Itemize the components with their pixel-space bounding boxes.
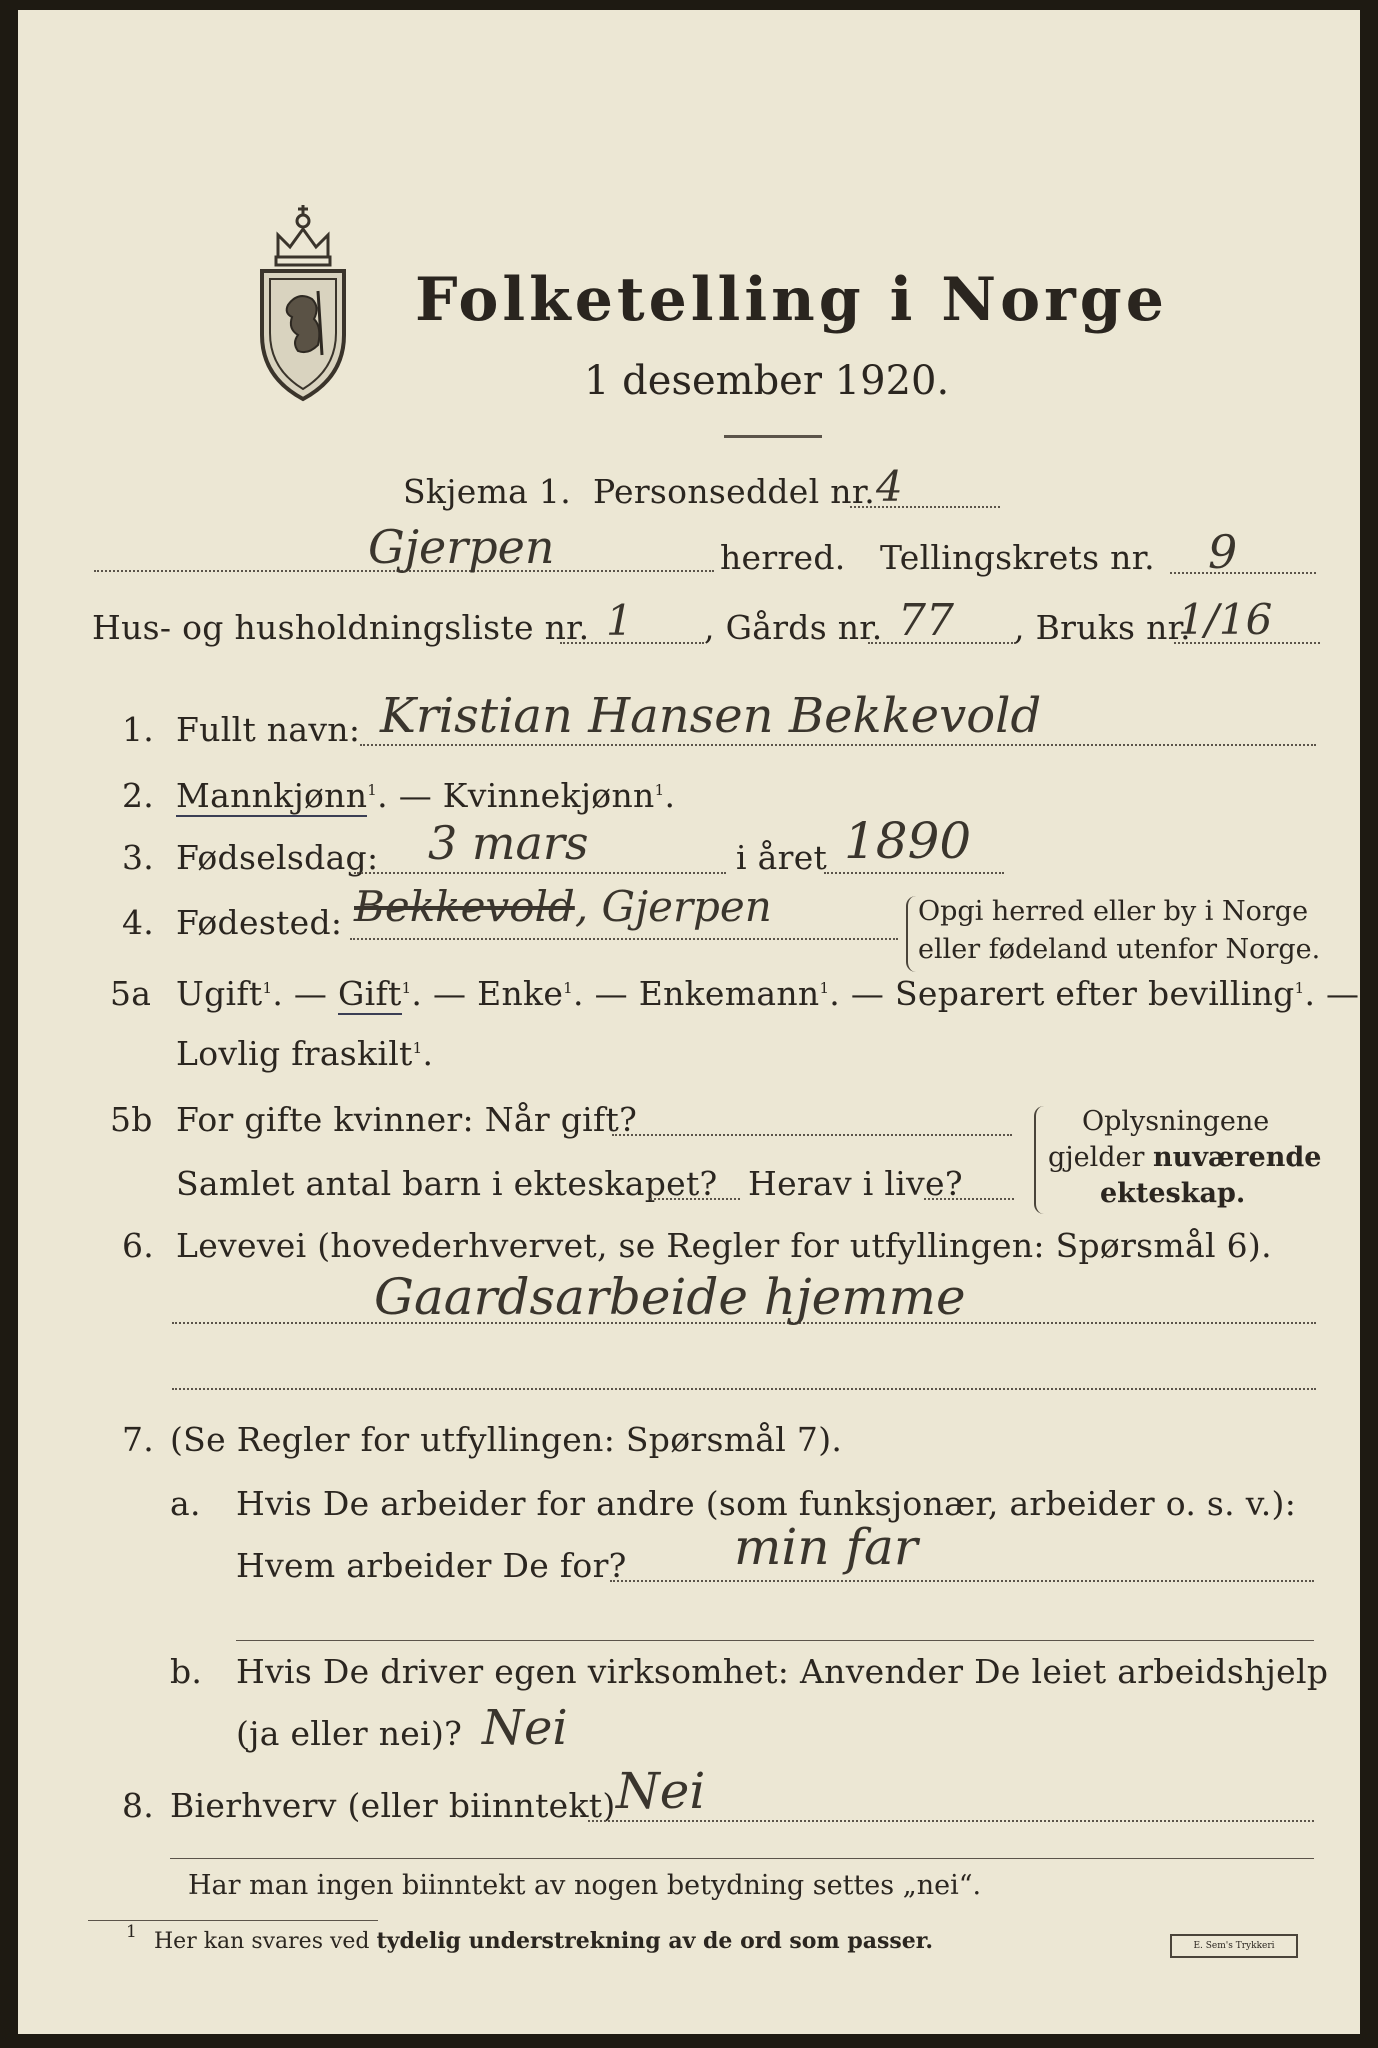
q3-year-field-line — [824, 872, 1004, 874]
q6-occupation-value: Gaardsarbeide hjemme — [374, 1268, 966, 1326]
q5b-note-line2 — [1048, 1142, 1321, 1173]
q1-label: Fullt navn: — [176, 710, 361, 749]
q5a-sup-6: 1 — [412, 1039, 423, 1057]
printer-stamp: E. Sem's Trykkeri — [1170, 1934, 1298, 1958]
q5a-sup-5: 1 — [1294, 979, 1305, 997]
tellingskrets-label: Tellingskrets nr. — [880, 538, 1155, 577]
q4-label: Fødested: — [176, 903, 343, 942]
q8-field-line — [588, 1820, 1314, 1822]
q8-number: 8. — [122, 1786, 155, 1825]
q2-sep: . — — [377, 776, 443, 815]
q5a-fraskilt-text: Lovlig fraskilt — [176, 1034, 413, 1073]
q6-field-line-2 — [172, 1388, 1316, 1390]
herred-value: Gjerpen — [368, 520, 555, 574]
q5a-sup-1: 1 — [262, 979, 273, 997]
footnote-text-b: tydelig understrekning av de ord som passer. — [376, 1928, 934, 1954]
q5b-children-field-line — [650, 1198, 740, 1200]
census-form-page — [18, 10, 1360, 2034]
q3-birthday-value: 3 mars — [428, 816, 589, 870]
q5a-dash-1: . — — [272, 974, 338, 1013]
q2-number: 2. — [122, 776, 155, 815]
q2-male-option: Mannkjønn — [176, 776, 368, 815]
footnote-text — [154, 1928, 933, 1954]
q7-label: (Se Regler for utfyllingen: Spørsmål 7). — [170, 1420, 843, 1459]
census-date: 1 desember 1920. — [584, 358, 950, 404]
q5a-sup-2: 1 — [401, 979, 412, 997]
q5a-sup-4: 1 — [819, 979, 830, 997]
q5a-sup-3: 1 — [563, 979, 574, 997]
q4-struck-value: Bekkevold — [354, 882, 575, 931]
personseddel-value: 4 — [876, 462, 903, 511]
hus-value: 1 — [606, 596, 633, 645]
q5a-marital-options — [176, 974, 1359, 1013]
q5a-separert-option: Separert efter bevilling — [894, 974, 1295, 1013]
q5b-note-line3: ekteskap. — [1100, 1178, 1246, 1209]
q5b-when-married-field-line — [612, 1134, 1012, 1136]
q5a-ugift-option: Ugift — [176, 974, 263, 1013]
q7a-line1: Hvis De arbeider for andre (som funksjonær, arbeider o. s. v.): — [236, 1484, 1297, 1523]
hus-label: Hus- og husholdningsliste nr. — [92, 608, 590, 647]
q3-number: 3. — [122, 838, 155, 877]
q5b-when-married-label: For gifte kvinner: Når gift? — [176, 1100, 638, 1139]
q5a-enkemann-option: Enkemann — [638, 974, 820, 1013]
q6-label: Levevei (hovederhvervet, se Regler for utfyllingen: Spørsmål 6). — [176, 1226, 1272, 1265]
norway-coat-of-arms-icon — [248, 195, 358, 405]
q8-value: Nei — [616, 1762, 706, 1820]
footnote-text-a: Her kan svares ved — [154, 1929, 377, 1954]
q5a-dash-5: . — — [1304, 974, 1360, 1013]
q5a-end: . — [422, 1034, 434, 1073]
q7a-employer-value: min far — [734, 1518, 918, 1576]
herred-label: herred. — [720, 538, 846, 577]
gards-value: 77 — [898, 595, 954, 646]
footnote-rule — [88, 1920, 378, 1921]
q4-field-line — [350, 938, 898, 940]
q5a-dash-3: . — — [573, 974, 639, 1013]
q7b-line1: Hvis De driver egen virksomhet: Anvender De leiet arbeidshjelp — [236, 1652, 1329, 1691]
q4-note-brace — [906, 896, 916, 972]
q5a-dash-2: . — — [411, 974, 478, 1013]
q4-number: 4. — [122, 903, 155, 942]
q5a-dash-4: . — — [829, 974, 895, 1013]
q5a-enke-option: Enke — [477, 974, 564, 1013]
bruks-label: , Bruks nr. — [1014, 608, 1191, 647]
tellingskrets-value: 9 — [1208, 525, 1238, 579]
q4-value: , Gjerpen — [574, 882, 772, 931]
q2-female-option: Kvinnekjønn — [442, 776, 655, 815]
q7b-letter: b. — [170, 1652, 203, 1691]
personseddel-label: Personseddel nr. — [593, 472, 876, 511]
q5a-number: 5a — [110, 974, 152, 1013]
q8-extra-line — [170, 1858, 1314, 1859]
q6-number: 6. — [122, 1226, 155, 1265]
q2-sex-options — [176, 776, 675, 815]
gards-label: , Gårds nr. — [704, 608, 883, 647]
q3-label: Fødselsdag: — [176, 838, 379, 877]
q7-number: 7. — [122, 1420, 155, 1459]
footer-note: Har man ingen biinntekt av nogen betydning settes „nei“. — [188, 1870, 982, 1901]
q7b-label: (ja eller nei)? — [236, 1714, 463, 1753]
q3-field-line — [354, 872, 726, 874]
q5b-note-brace — [1034, 1106, 1046, 1214]
tellingskrets-field-line — [1170, 572, 1316, 574]
q5b-alive-label: Herav i live? — [748, 1164, 963, 1203]
q8-label: Bierhverv (eller biinntekt) — [170, 1786, 616, 1825]
q7a-employer-label: Hvem arbeider De for? — [236, 1546, 627, 1585]
skjema-label: Skjema 1. — [403, 472, 572, 511]
q7b-value: Nei — [482, 1700, 568, 1756]
q3-year-value: 1890 — [844, 812, 972, 870]
q1-full-name-value: Kristian Hansen Bekkevold — [380, 688, 1042, 744]
q3-year-label: i året — [736, 838, 828, 877]
q5b-note-line1: Oplysningene — [1082, 1106, 1270, 1137]
q2-end: . — [664, 776, 676, 815]
q7a-letter: a. — [170, 1484, 201, 1523]
q5b-note-line2a: gjelder — [1048, 1142, 1154, 1173]
personseddel-field-line — [850, 506, 1000, 508]
form-title: Folketelling i Norge — [415, 265, 1168, 335]
q5b-children-label: Samlet antal barn i ekteskapet? — [176, 1164, 718, 1203]
bruks-value: 1/16 — [1178, 595, 1273, 644]
q5a-gift-option: Gift — [337, 974, 402, 1013]
footnote-number: 1 — [126, 1922, 137, 1942]
q5b-note-line2b: nuværende — [1153, 1142, 1322, 1173]
q4-note-line2: eller fødeland utenfor Norge. — [918, 934, 1321, 965]
q5b-number: 5b — [110, 1100, 153, 1139]
q5b-alive-field-line — [924, 1198, 1014, 1200]
q5a-fraskilt-option — [176, 1034, 433, 1073]
q7a-extra-line — [236, 1640, 1314, 1641]
title-rule — [724, 435, 822, 438]
q1-field-line — [360, 744, 1316, 746]
q7a-employer-field-line — [610, 1580, 1314, 1582]
q2-sup-2: 1 — [654, 781, 665, 799]
q4-birthplace-value — [354, 882, 772, 931]
q4-note-line1: Opgi herred eller by i Norge — [918, 896, 1309, 927]
q2-sup-1: 1 — [367, 781, 378, 799]
q1-number: 1. — [122, 710, 155, 749]
